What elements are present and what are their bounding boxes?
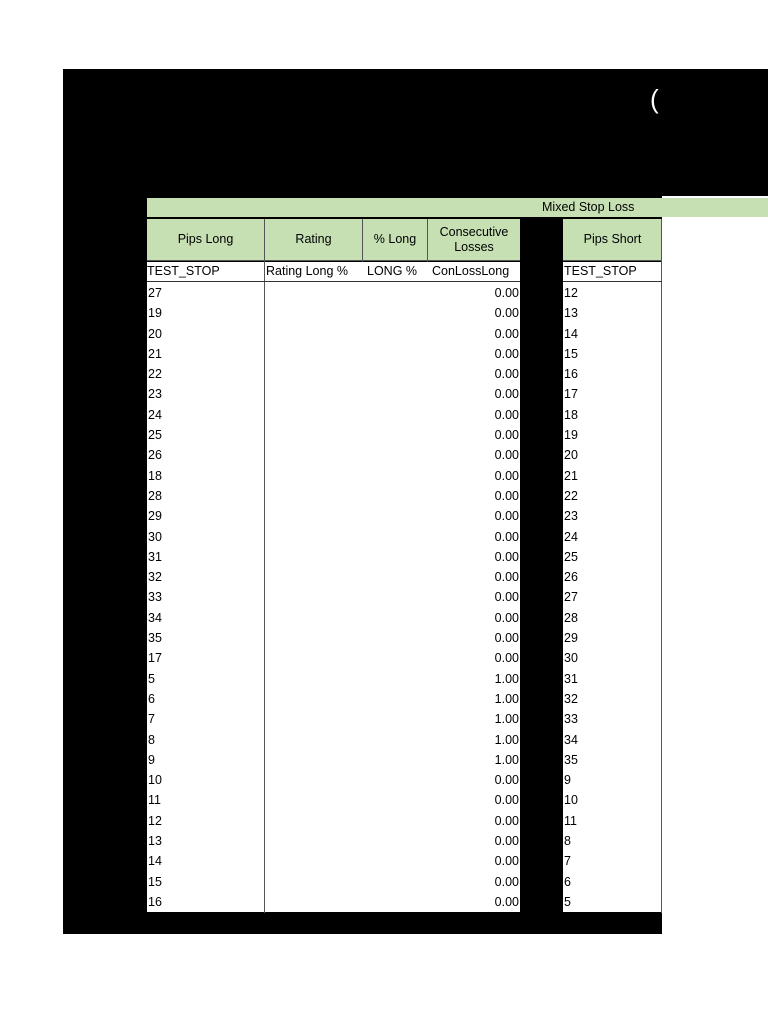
title-fragment: ( [650, 84, 659, 114]
column-divider [264, 219, 265, 913]
header-consecutive-losses[interactable] [428, 219, 520, 261]
pips-short-cell[interactable]: 18 [564, 407, 578, 422]
consecutive-losses-cell[interactable]: 0.00 [494, 793, 519, 808]
pips-short-cell[interactable]: 28 [564, 610, 578, 625]
pips-short-cell[interactable]: 31 [564, 671, 578, 686]
pips-short-cell[interactable]: 23 [564, 509, 578, 524]
consecutive-losses-cell[interactable]: 0.00 [494, 610, 519, 625]
consecutive-losses-cell[interactable]: 0.00 [494, 874, 519, 889]
consecutive-losses-cell[interactable]: 0.00 [494, 468, 519, 483]
pips-short-cell[interactable]: 25 [564, 549, 578, 564]
pips-short-cell[interactable]: 13 [564, 306, 578, 321]
pips-long-cell[interactable]: 11 [148, 793, 161, 808]
header-rating[interactable] [265, 219, 362, 261]
pips-long-cell[interactable]: 5 [148, 671, 155, 686]
consecutive-losses-cell[interactable]: 1.00 [494, 732, 519, 747]
subheader-underline [147, 281, 520, 282]
pips-long-cell[interactable]: 20 [148, 326, 162, 341]
subheader-underline [563, 281, 662, 282]
pips-short-cell[interactable]: 11 [564, 813, 577, 828]
pips-short-cell[interactable]: 24 [564, 529, 578, 544]
pips-short-cell[interactable]: 21 [564, 468, 578, 483]
header-pips-short-label: Pips Short [583, 232, 642, 246]
group-header-bar [147, 198, 768, 217]
pips-long-cell[interactable]: 6 [148, 691, 155, 706]
consecutive-losses-cell[interactable]: 0.00 [494, 367, 519, 382]
pips-long-cell[interactable]: 28 [148, 488, 162, 503]
consecutive-losses-cell[interactable]: 0.00 [494, 448, 519, 463]
subheader-pct-long[interactable]: LONG % [367, 264, 418, 278]
pips-short-cell[interactable]: 35 [564, 752, 578, 767]
pips-short-cell[interactable]: 7 [564, 854, 571, 869]
header-pct-long[interactable] [363, 219, 427, 261]
pips-long-cell[interactable]: 33 [148, 590, 162, 605]
pips-long-cell[interactable]: 9 [148, 752, 155, 767]
pips-short-cell[interactable]: 17 [564, 387, 578, 402]
consecutive-losses-cell[interactable]: 0.00 [494, 631, 519, 646]
pips-long-cell[interactable]: 12 [148, 813, 162, 828]
pips-long-cell[interactable]: 8 [148, 732, 155, 747]
pips-long-cell[interactable]: 34 [148, 610, 162, 625]
header-pct-long-label: % Long [373, 232, 417, 246]
consecutive-losses-cell[interactable]: 0.00 [494, 509, 519, 524]
consecutive-losses-cell[interactable]: 0.00 [494, 549, 519, 564]
pips-long-cell[interactable]: 10 [148, 773, 162, 788]
pips-short-cell[interactable]: 9 [564, 773, 571, 788]
pips-short-cell[interactable]: 32 [564, 691, 578, 706]
group-header-label: Mixed Stop Loss [542, 200, 635, 214]
pips-short-cell[interactable]: 6 [564, 874, 571, 889]
subheader-pips-short[interactable]: TEST_STOP [564, 264, 637, 278]
consecutive-losses-cell[interactable]: 1.00 [494, 691, 519, 706]
pips-short-cell[interactable]: 34 [564, 732, 578, 747]
pips-long-cell[interactable]: 29 [148, 509, 162, 524]
sheet-background-right [662, 69, 768, 196]
pips-long-cell[interactable]: 17 [148, 651, 162, 666]
subheader-rating[interactable]: Rating Long % [266, 264, 349, 278]
pips-short-cell[interactable]: 19 [564, 428, 578, 443]
pips-short-cell[interactable]: 5 [564, 894, 571, 909]
consecutive-losses-cell[interactable]: 0.00 [494, 813, 519, 828]
consecutive-losses-cell[interactable]: 1.00 [494, 752, 519, 767]
consecutive-losses-cell[interactable]: 0.00 [494, 773, 519, 788]
header-consecutive-losses-line1: Consecutive [439, 224, 509, 239]
consecutive-losses-cell[interactable]: 0.00 [494, 854, 519, 869]
pips-short-cell[interactable]: 14 [564, 326, 578, 341]
consecutive-losses-column [428, 283, 519, 912]
pips-short-cell[interactable]: 16 [564, 367, 578, 382]
pips-long-cell[interactable]: 30 [148, 529, 162, 544]
header-pips-short[interactable] [563, 219, 662, 261]
consecutive-losses-cell[interactable]: 1.00 [494, 712, 519, 727]
subheader-pips-long[interactable]: TEST_STOP [147, 264, 220, 278]
pips-short-column [564, 283, 659, 912]
header-pips-long-label: Pips Long [177, 232, 234, 246]
pips-long-cell[interactable]: 16 [148, 894, 162, 909]
consecutive-losses-cell[interactable]: 0.00 [494, 407, 519, 422]
pips-long-cell[interactable]: 23 [148, 387, 162, 402]
pips-long-cell[interactable]: 14 [148, 854, 162, 869]
column-divider [661, 219, 662, 913]
pips-short-cell[interactable]: 30 [564, 651, 578, 666]
pips-short-cell[interactable]: 22 [564, 488, 578, 503]
consecutive-losses-cell[interactable]: 0.00 [494, 651, 519, 666]
pips-long-cell[interactable]: 24 [148, 407, 162, 422]
pips-long-cell[interactable]: 26 [148, 448, 162, 463]
pips-long-column [148, 283, 258, 912]
consecutive-losses-cell[interactable]: 0.00 [494, 306, 519, 321]
pips-short-cell[interactable]: 8 [564, 834, 571, 849]
consecutive-losses-cell[interactable]: 0.00 [494, 488, 519, 503]
pips-short-cell[interactable]: 27 [564, 590, 578, 605]
consecutive-losses-cell[interactable]: 0.00 [494, 387, 519, 402]
consecutive-losses-cell[interactable]: 0.00 [494, 834, 519, 849]
consecutive-losses-cell[interactable]: 0.00 [494, 286, 519, 300]
pips-short-cell[interactable]: 15 [564, 346, 578, 361]
column-divider [362, 219, 363, 262]
pips-short-cell[interactable]: 20 [564, 448, 578, 463]
pips-long-cell[interactable]: 18 [148, 468, 162, 483]
consecutive-losses-cell[interactable]: 1.00 [494, 671, 519, 686]
consecutive-losses-cell[interactable]: 0.00 [494, 326, 519, 341]
pips-long-cell[interactable]: 22 [148, 367, 162, 382]
pips-short-cell[interactable]: 12 [564, 286, 578, 300]
pips-long-cell[interactable]: 19 [148, 306, 162, 321]
consecutive-losses-cell[interactable]: 0.00 [494, 346, 519, 361]
pips-long-cell[interactable]: 13 [148, 834, 162, 849]
pips-long-cell[interactable]: 35 [148, 631, 162, 646]
pips-long-cell[interactable]: 27 [148, 286, 162, 300]
consecutive-losses-cell[interactable]: 0.00 [494, 590, 519, 605]
header-rating-label: Rating [295, 232, 332, 246]
header-consecutive-losses-line2: Losses [454, 239, 494, 254]
pips-long-cell[interactable]: 7 [148, 712, 155, 727]
pips-short-cell[interactable]: 33 [564, 712, 578, 727]
consecutive-losses-cell[interactable]: 0.00 [494, 428, 519, 443]
pips-long-cell[interactable]: 31 [148, 549, 162, 564]
pips-long-cell[interactable]: 32 [148, 570, 162, 585]
pips-long-cell[interactable]: 25 [148, 428, 162, 443]
header-pips-long[interactable] [147, 219, 264, 261]
column-divider [427, 219, 428, 262]
consecutive-losses-cell[interactable]: 0.00 [494, 529, 519, 544]
subheader-consecutive-losses[interactable]: ConLossLong [432, 264, 510, 278]
pips-short-cell[interactable]: 10 [564, 793, 578, 808]
pips-short-cell[interactable]: 26 [564, 570, 578, 585]
pips-long-cell[interactable]: 21 [148, 346, 162, 361]
pips-short-cell[interactable]: 29 [564, 631, 578, 646]
pips-long-cell[interactable]: 15 [148, 874, 162, 889]
consecutive-losses-cell[interactable]: 0.00 [494, 570, 519, 585]
consecutive-losses-cell[interactable]: 0.00 [494, 894, 519, 909]
